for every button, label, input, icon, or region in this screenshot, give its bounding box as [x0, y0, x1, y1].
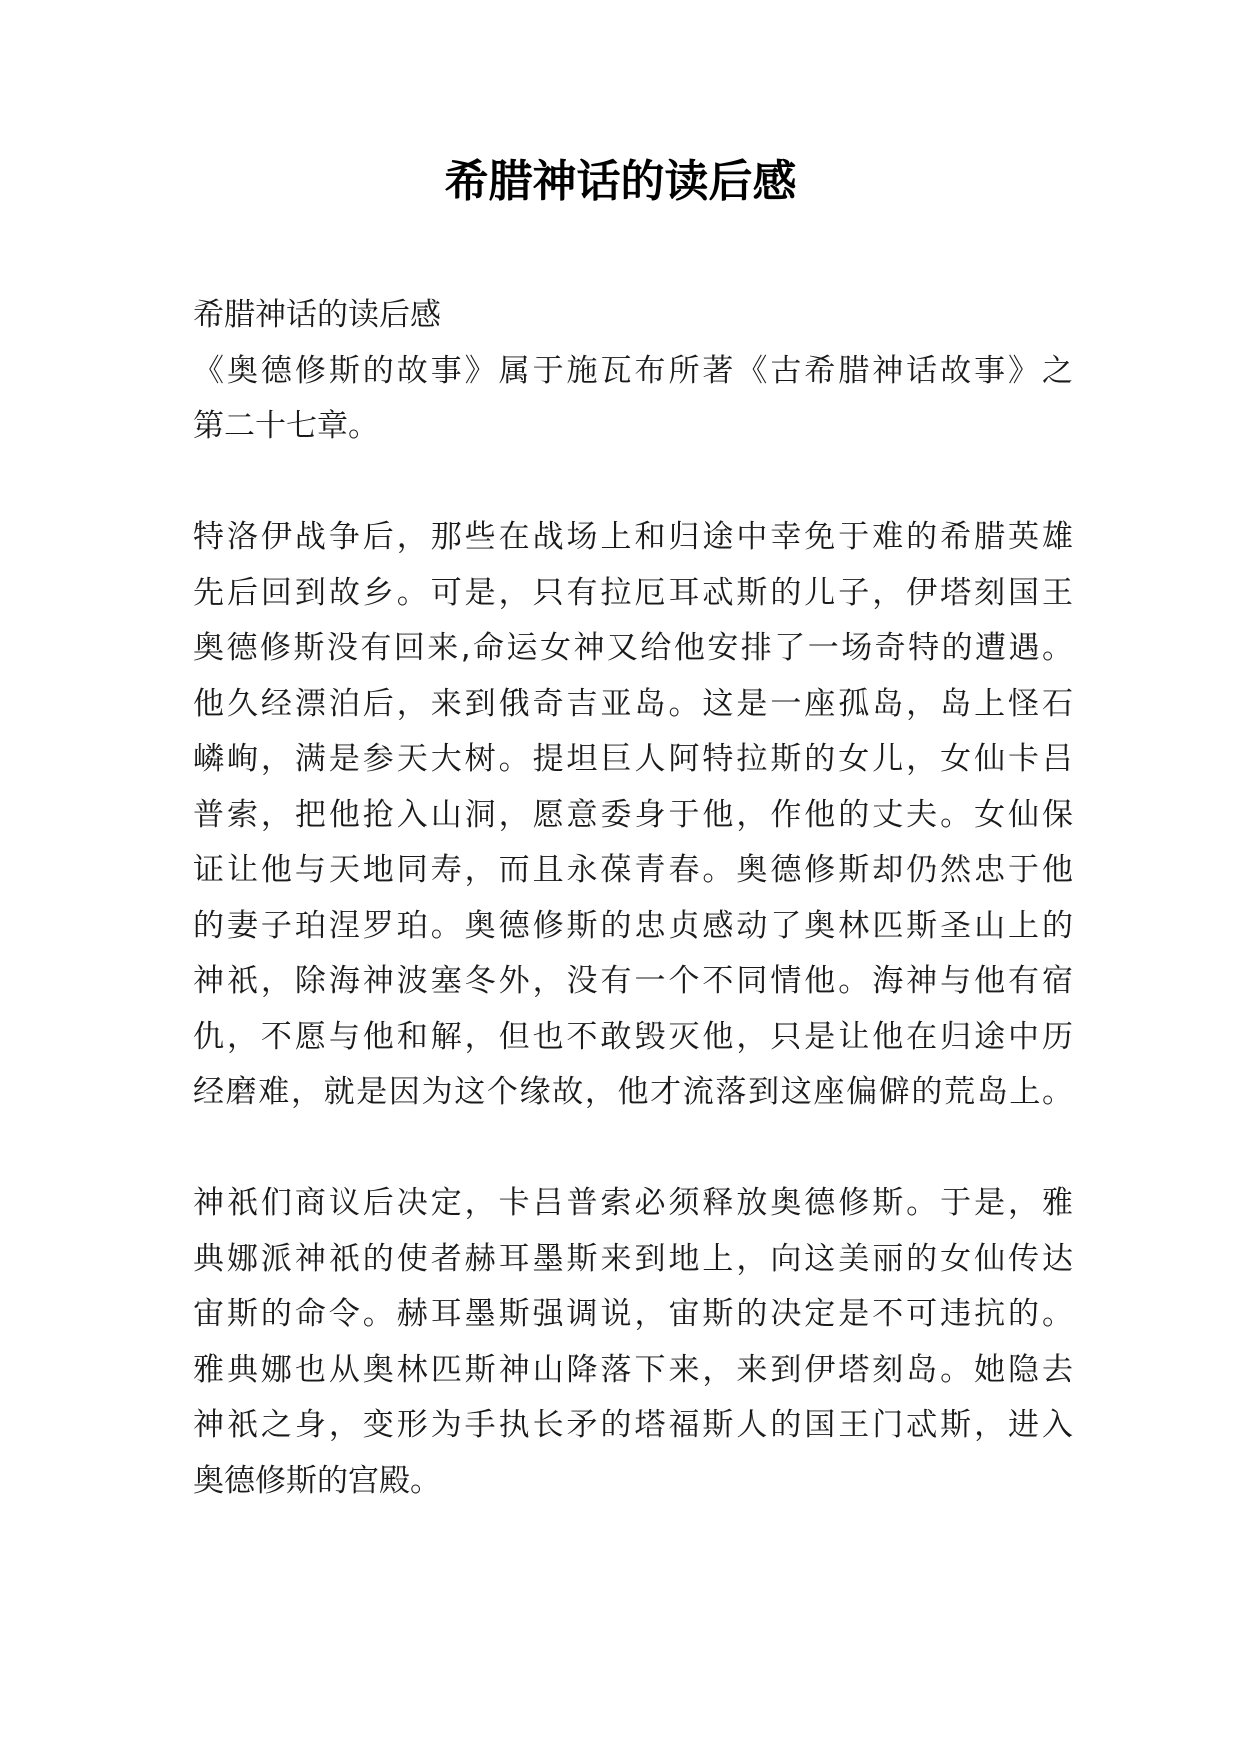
- text-line: 神祇们商议后决定，卡吕普索必须释放奥德修斯。于是，雅: [193, 1185, 1073, 1221]
- text-line: 的妻子珀涅罗珀。奥德修斯的忠贞感动了奥林匹斯圣山上的: [193, 907, 1073, 944]
- paragraph-spacer: [193, 455, 1073, 511]
- text-line: 经磨难，就是因为这个缘故，他才流落到这座偏僻的荒岛上。: [193, 1074, 1073, 1110]
- document-body: [193, 288, 1073, 1509]
- text-line: 特洛伊战争后，那些在战场上和归途中幸免于难的希腊英雄: [193, 519, 1073, 555]
- text-line: 普索，把他抢入山洞，愿意委身于他，作他的丈夫。女仙保: [193, 796, 1073, 833]
- text-line: 仇，不愿与他和解，但也不敢毁灭他，只是让他在归途中历: [193, 1018, 1073, 1055]
- text-line: 宙斯的命令。赫耳墨斯强调说，宙斯的决定是不可违抗的。: [193, 1296, 1073, 1332]
- text-line: 证让他与天地同寿，而且永葆青春。奥德修斯却仍然忠于他: [193, 852, 1073, 888]
- document-title: 希腊神话的读后感: [444, 156, 797, 207]
- text-line: 先后回到故乡。可是，只有拉厄耳忒斯的儿子，伊塔刻国王: [193, 574, 1073, 611]
- text-line: 奥德修斯没有回来,命运女神又给他安排了一场奇特的遭遇。: [193, 630, 1073, 666]
- text-line: 雅典娜也从奥林匹斯神山降落下来，来到伊塔刻岛。她隐去: [193, 1351, 1073, 1388]
- text-line: 《奥德修斯的故事》属于施瓦布所著《古希腊神话故事》之: [193, 352, 1073, 389]
- text-line: 神祇之身，变形为手执长矛的塔福斯人的国王门忒斯，进入: [193, 1407, 1073, 1443]
- text-line: 典娜派神祇的使者赫耳墨斯来到地上，向这美丽的女仙传达: [193, 1240, 1073, 1277]
- text-line: 奥德修斯的宫殿。: [193, 1462, 441, 1499]
- text-line: 嶙峋，满是参天大树。提坦巨人阿特拉斯的女儿，女仙卡吕: [193, 741, 1073, 777]
- text-line: 第二十七章。: [193, 408, 379, 444]
- text-line: 希腊神话的读后感: [193, 297, 441, 333]
- paragraph-spacer: [193, 1121, 1073, 1177]
- text-line: 他久经漂泊后，来到俄奇吉亚岛。这是一座孤岛，岛上怪石: [193, 685, 1073, 722]
- text-line: 神祇，除海神波塞冬外，没有一个不同情他。海神与他有宿: [193, 963, 1073, 999]
